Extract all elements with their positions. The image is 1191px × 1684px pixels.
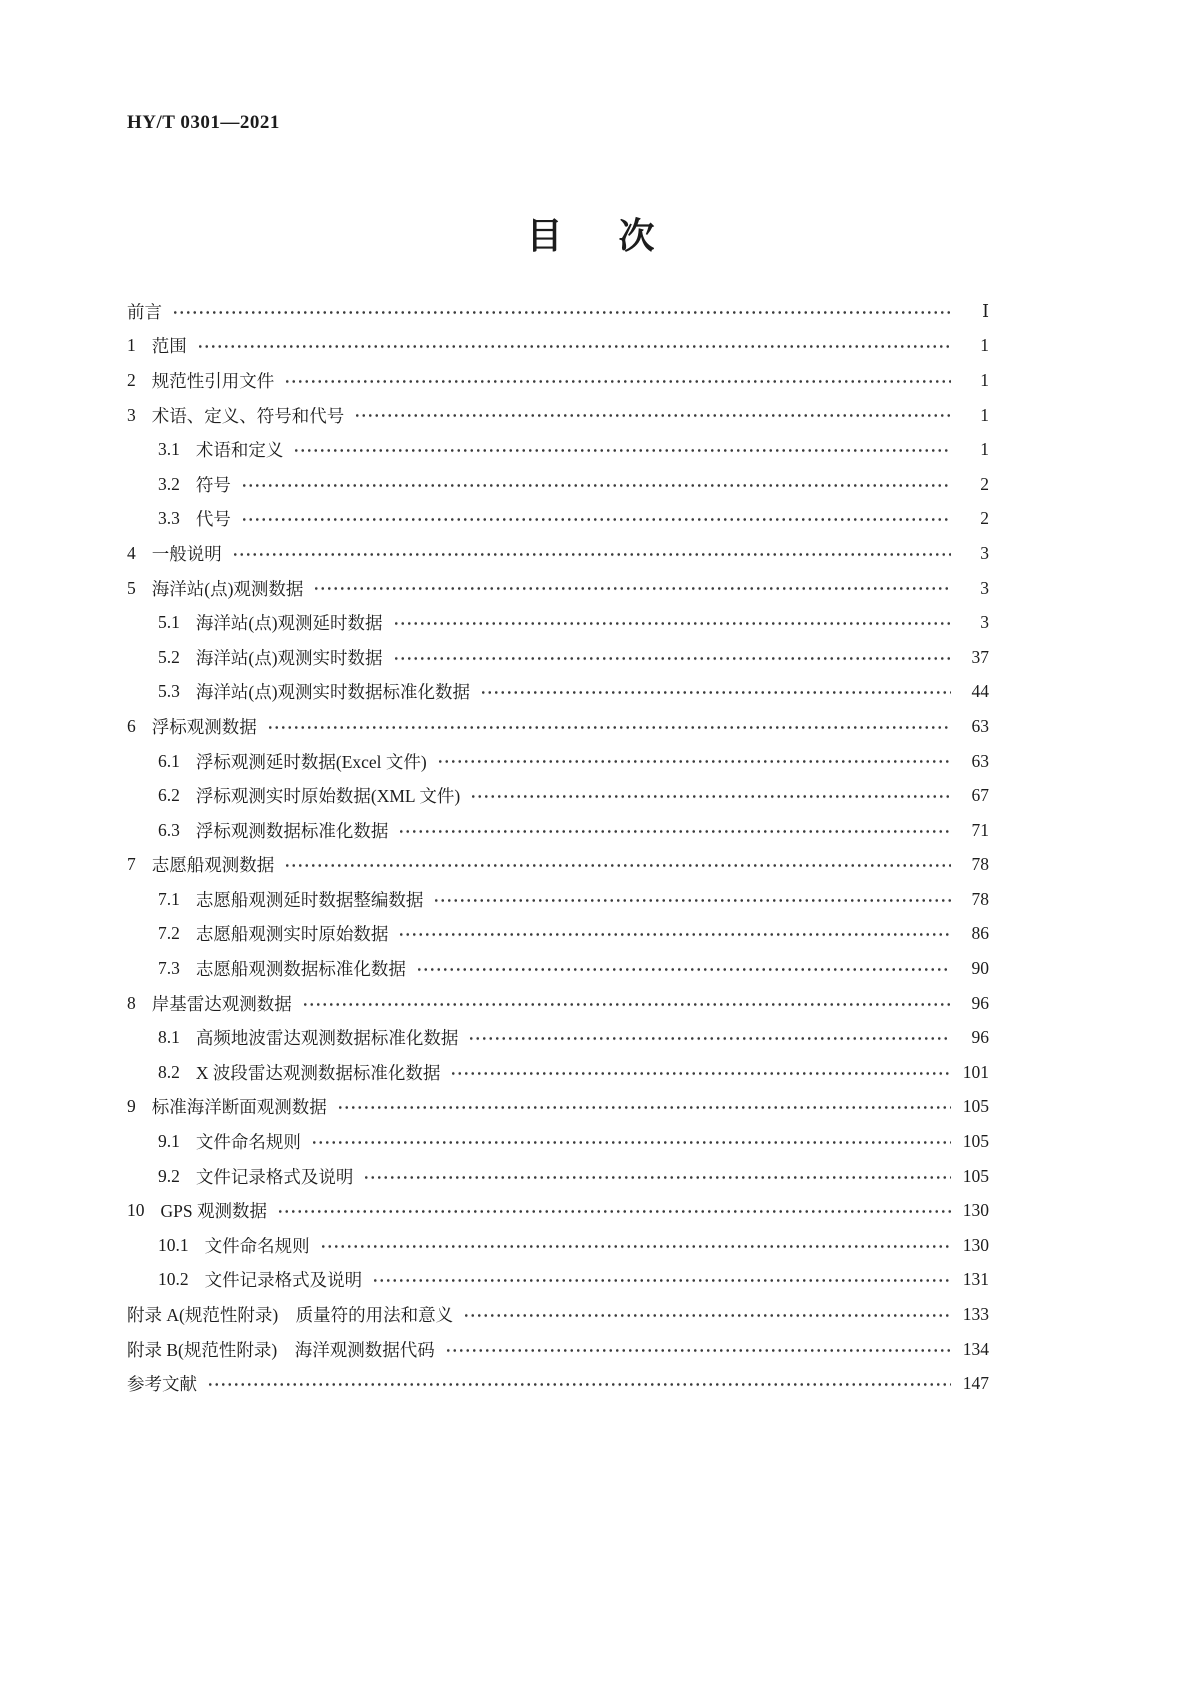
dot-leader — [311, 1133, 951, 1151]
toc-entry — [127, 1124, 989, 1159]
dot-leader — [232, 545, 951, 563]
toc-entry-number: 3.2 — [158, 473, 180, 494]
toc-entry-number: 3 — [127, 404, 136, 425]
toc-entry-page: 96 — [971, 992, 989, 1013]
toc-entry-title: 范围 — [151, 336, 187, 357]
toc-entry — [127, 986, 989, 1021]
dot-leader — [354, 406, 951, 424]
toc-entry-page: 3 — [980, 577, 989, 598]
dot-leader — [393, 614, 951, 632]
toc-entry-title: X 波段雷达观测数据标准化数据 — [195, 1062, 441, 1083]
toc-entry-page: 105 — [962, 1096, 989, 1117]
toc-entry-page: 1 — [980, 369, 989, 390]
toc-entry-title: 浮标观测延时数据(Excel 文件) — [195, 751, 427, 772]
toc-entry-title: 术语、定义、符号和代号 — [151, 405, 345, 426]
toc-entry-number: 7.1 — [158, 888, 180, 909]
dot-leader — [445, 1340, 951, 1358]
toc-entry-page: 1 — [980, 335, 989, 356]
toc-entry-page: 96 — [971, 1027, 989, 1048]
toc-entry-number: 9.1 — [158, 1131, 180, 1152]
dot-leader — [470, 787, 951, 805]
toc-entry — [127, 432, 989, 467]
toc-entry-page: Ⅰ — [982, 300, 989, 321]
toc-entry-number: 4 — [127, 542, 136, 563]
toc-entry — [127, 1090, 989, 1125]
toc-entry — [127, 363, 989, 398]
toc-entry — [127, 1228, 989, 1263]
toc-entry-page: 130 — [962, 1234, 989, 1255]
toc-entry-page: 105 — [962, 1131, 989, 1152]
dot-leader — [468, 1029, 951, 1047]
dot-leader — [207, 1375, 951, 1393]
toc-entry-title: 文件记录格式及说明 — [195, 1166, 354, 1187]
toc-entry-number: 8.2 — [158, 1061, 180, 1082]
toc-entry-page: 67 — [971, 785, 989, 806]
toc-entry — [127, 1020, 989, 1055]
dot-leader — [267, 718, 951, 736]
toc-entry — [127, 917, 989, 952]
toc-entry — [127, 1055, 989, 1090]
toc-entry-number: 3.3 — [158, 508, 180, 529]
toc-entry-page: 71 — [971, 819, 989, 840]
dot-leader — [277, 1202, 951, 1220]
toc-entry — [127, 329, 989, 364]
toc-entry-title: 岸基雷达观测数据 — [151, 993, 292, 1014]
toc-entry — [127, 744, 989, 779]
dot-leader — [313, 579, 951, 597]
toc-entry-title: 附录 B(规范性附录) 海洋观测数据代码 — [127, 1339, 435, 1360]
toc-entry-number: 3.1 — [158, 439, 180, 460]
toc-entry-title: 规范性引用文件 — [151, 370, 275, 391]
toc-entry — [127, 709, 989, 744]
toc-entry-number: 6.3 — [158, 819, 180, 840]
toc-entry-title: 标准海洋断面观测数据 — [151, 1097, 327, 1118]
dot-leader — [433, 891, 951, 909]
toc-entry-title: 文件命名规则 — [204, 1235, 310, 1256]
toc-entry — [127, 1193, 989, 1228]
dot-leader — [337, 1098, 951, 1116]
toc-entry-page: 131 — [962, 1269, 989, 1290]
toc-entry-title: 符号 — [195, 474, 231, 495]
toc-entry-number: 5.3 — [158, 681, 180, 702]
toc-entry-number: 1 — [127, 335, 136, 356]
dot-leader — [398, 925, 951, 943]
toc-entry-page: 86 — [971, 923, 989, 944]
toc-entry — [127, 1297, 989, 1332]
toc-entry — [127, 605, 989, 640]
toc-entry-title: 志愿船观测数据 — [151, 855, 275, 876]
toc-entry-title: 浮标观测数据标准化数据 — [195, 820, 389, 841]
toc-entry-page: 44 — [971, 681, 989, 702]
toc-entry — [127, 1366, 989, 1401]
toc-entry — [127, 1332, 989, 1367]
toc-entry — [127, 1159, 989, 1194]
toc-entry-number: 6.2 — [158, 785, 180, 806]
toc-entry-title: 海洋站(点)观测实时数据 — [195, 647, 383, 668]
toc-entry-number: 6.1 — [158, 750, 180, 771]
toc-entry-number: 7 — [127, 854, 136, 875]
toc-entry-number: 8.1 — [158, 1027, 180, 1048]
toc-entry-page: 90 — [971, 958, 989, 979]
toc-entry-page: 133 — [962, 1304, 989, 1325]
toc-entry-number: 9.2 — [158, 1165, 180, 1186]
dot-leader — [284, 372, 951, 390]
toc-entry-page: 1 — [980, 404, 989, 425]
dot-leader — [172, 303, 951, 321]
toc-entry — [127, 571, 989, 606]
toc-entry-title: 代号 — [195, 509, 231, 530]
dot-leader — [197, 337, 951, 355]
toc-entry-number: 6 — [127, 715, 136, 736]
toc-entry — [127, 536, 989, 571]
toc-entry-number: 7.2 — [158, 923, 180, 944]
toc-entry-title: 一般说明 — [151, 543, 222, 564]
toc-entry-page: 147 — [962, 1373, 989, 1394]
dot-leader — [398, 821, 951, 839]
toc-entry-title: 海洋站(点)观测实时数据标准化数据 — [195, 682, 471, 703]
toc-entry-number: 9 — [127, 1096, 136, 1117]
dot-leader — [450, 1064, 951, 1082]
dot-leader — [416, 960, 951, 978]
toc-entry-title: 浮标观测数据 — [151, 716, 257, 737]
toc-list — [127, 294, 989, 1401]
toc-entry — [127, 502, 989, 537]
toc-entry-page: 78 — [971, 888, 989, 909]
toc-entry — [127, 848, 989, 883]
toc-entry-number: 8 — [127, 992, 136, 1013]
toc-entry-page: 134 — [962, 1338, 989, 1359]
toc-entry — [127, 882, 989, 917]
toc-entry — [127, 813, 989, 848]
toc-entry-title: 文件记录格式及说明 — [204, 1270, 363, 1291]
dot-leader — [480, 683, 951, 701]
document-code: HY/T 0301—2021 — [127, 112, 280, 133]
toc-entry-page: 105 — [962, 1165, 989, 1186]
toc-entry-number: 10.2 — [158, 1269, 189, 1290]
toc-entry-page: 3 — [980, 542, 989, 563]
page-title: 目 次 — [526, 216, 665, 256]
toc-entry-page: 63 — [971, 750, 989, 771]
toc-entry-page: 2 — [980, 508, 989, 529]
toc-entry-title: 前言 — [127, 301, 162, 322]
toc-entry-number: 5.1 — [158, 612, 180, 633]
toc-entry-title: 附录 A(规范性附录) 质量符的用法和意义 — [127, 1305, 454, 1326]
dot-leader — [463, 1306, 951, 1324]
dot-leader — [241, 476, 951, 494]
toc-entry-number: 5 — [127, 577, 136, 598]
dot-leader — [293, 441, 951, 459]
toc-entry-number: 10.1 — [158, 1234, 189, 1255]
toc-entry — [127, 398, 989, 433]
dot-leader — [302, 994, 951, 1012]
toc-entry-number: 2 — [127, 369, 136, 390]
toc-entry-number: 10 — [127, 1200, 145, 1221]
dot-leader — [363, 1167, 951, 1185]
toc-entry-page: 101 — [962, 1061, 989, 1082]
toc-entry — [127, 778, 989, 813]
dot-leader — [284, 856, 951, 874]
toc-entry-title: 高频地波雷达观测数据标准化数据 — [195, 1028, 459, 1049]
toc-entry — [127, 467, 989, 502]
toc-entry — [127, 675, 989, 710]
toc-entry-number: 7.3 — [158, 958, 180, 979]
toc-entry — [127, 640, 989, 675]
toc-entry-page: 130 — [962, 1200, 989, 1221]
toc-entry-title: GPS 观测数据 — [160, 1201, 267, 1222]
toc-entry — [127, 951, 989, 986]
toc-entry-title: 志愿船观测实时原始数据 — [195, 924, 389, 945]
toc-entry-title: 志愿船观测延时数据整编数据 — [195, 889, 424, 910]
dot-leader — [241, 510, 951, 528]
toc-entry-page: 78 — [971, 854, 989, 875]
dot-leader — [372, 1271, 951, 1289]
toc-entry-title: 文件命名规则 — [195, 1132, 301, 1153]
toc-entry-number: 5.2 — [158, 646, 180, 667]
toc-entry-page: 3 — [980, 612, 989, 633]
toc-entry-title: 海洋站(点)观测延时数据 — [195, 613, 383, 634]
dot-leader — [393, 648, 951, 666]
toc-entry-title: 志愿船观测数据标准化数据 — [195, 959, 406, 980]
toc-entry-page: 2 — [980, 473, 989, 494]
dot-leader — [437, 752, 951, 770]
toc-entry-title: 浮标观测实时原始数据(XML 文件) — [195, 786, 461, 807]
toc-entry — [127, 294, 989, 329]
toc-entry-page: 63 — [971, 715, 989, 736]
toc-entry-title: 术语和定义 — [195, 440, 284, 461]
dot-leader — [320, 1237, 951, 1255]
toc-entry-title: 海洋站(点)观测数据 — [151, 578, 304, 599]
toc-entry-page: 37 — [971, 646, 989, 667]
toc-entry-page: 1 — [980, 439, 989, 460]
toc-entry — [127, 1263, 989, 1298]
toc-entry-title: 参考文献 — [127, 1374, 197, 1395]
